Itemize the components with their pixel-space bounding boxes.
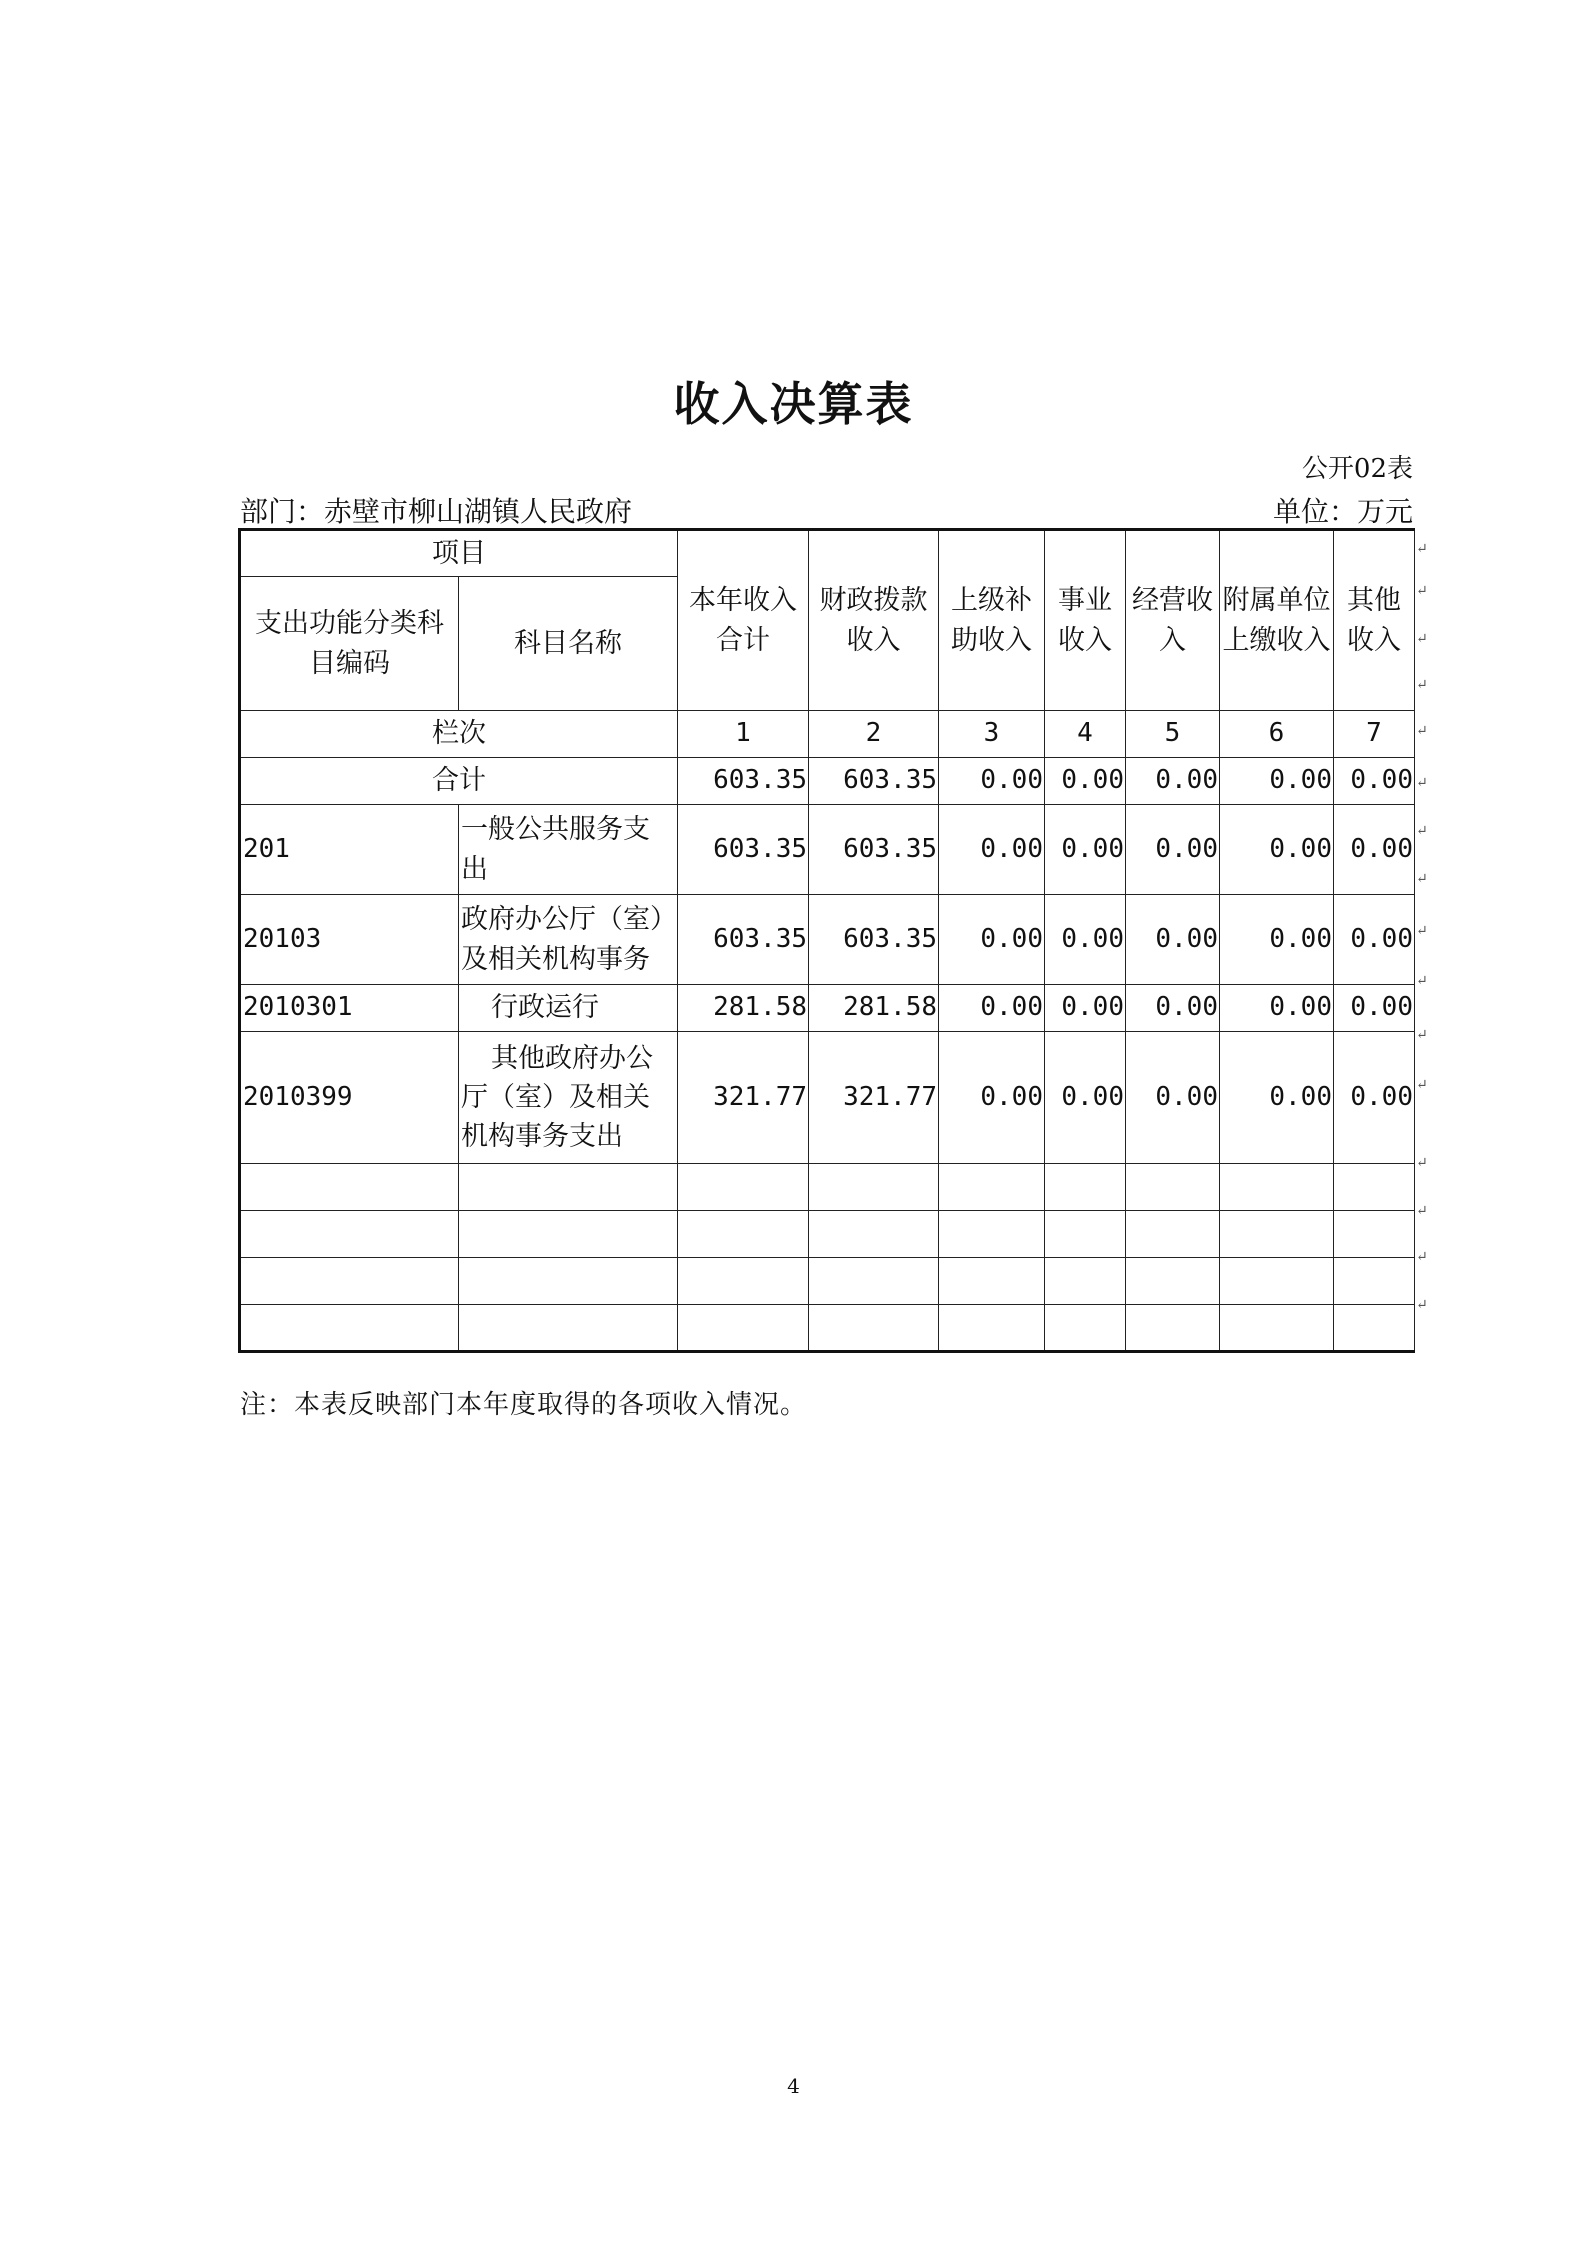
column-index-label: 栏次 bbox=[240, 711, 678, 758]
paragraph-mark-icon: ↵ bbox=[1416, 1155, 1428, 1171]
column-number: 3 bbox=[939, 711, 1045, 758]
table-row bbox=[240, 985, 1415, 1032]
empty-row bbox=[240, 1164, 1415, 1211]
row-cell: 0.00 bbox=[1126, 1032, 1220, 1164]
paragraph-mark-icon: ↵ bbox=[1416, 583, 1428, 599]
row-cell: 321.77 bbox=[809, 1032, 939, 1164]
column-number: 4 bbox=[1045, 711, 1126, 758]
column-number: 5 bbox=[1126, 711, 1220, 758]
total-cell: 0.00 bbox=[1220, 758, 1334, 805]
column-number: 6 bbox=[1220, 711, 1334, 758]
row-code: 2010301 bbox=[240, 985, 459, 1032]
total-cell: 603.35 bbox=[809, 758, 939, 805]
total-cell: 0.00 bbox=[939, 758, 1045, 805]
row-name: 政府办公厅（室）及相关机构事务 bbox=[459, 895, 678, 985]
department-label: 部门：赤壁市柳山湖镇人民政府 bbox=[240, 495, 633, 528]
column-number: 7 bbox=[1334, 711, 1415, 758]
paragraph-mark-icon: ↵ bbox=[1416, 1027, 1428, 1043]
header-operating: 经营收入 bbox=[1126, 530, 1220, 711]
row-cell: 0.00 bbox=[1126, 895, 1220, 985]
empty-row bbox=[240, 1211, 1415, 1258]
paragraph-mark-icon: ↵ bbox=[1416, 631, 1428, 647]
paragraph-mark-icon: ↵ bbox=[1416, 1249, 1428, 1265]
total-cell: 603.35 bbox=[678, 758, 809, 805]
row-cell: 0.00 bbox=[1126, 985, 1220, 1032]
row-cell: 0.00 bbox=[1334, 1032, 1415, 1164]
paragraph-mark-icon: ↵ bbox=[1416, 1077, 1428, 1093]
row-cell: 603.35 bbox=[809, 895, 939, 985]
table-row bbox=[240, 1032, 1415, 1164]
row-cell: 281.58 bbox=[678, 985, 809, 1032]
table-note: 注：本表反映部门本年度取得的各项收入情况。 bbox=[240, 1390, 808, 1420]
total-cell: 0.00 bbox=[1126, 758, 1220, 805]
row-cell: 0.00 bbox=[1220, 985, 1334, 1032]
header-project: 项目 bbox=[240, 530, 678, 577]
header-fiscal: 财政拨款收入 bbox=[809, 530, 939, 711]
row-cell: 0.00 bbox=[1334, 805, 1415, 895]
row-cell: 603.35 bbox=[678, 895, 809, 985]
table-row bbox=[240, 895, 1415, 985]
paragraph-mark-icon: ↵ bbox=[1416, 677, 1428, 693]
row-cell: 0.00 bbox=[1045, 805, 1126, 895]
header-superior: 上级补助收入 bbox=[939, 530, 1045, 711]
paragraph-mark-icon: ↵ bbox=[1416, 973, 1428, 989]
header-business: 事业收入 bbox=[1045, 530, 1126, 711]
row-code: 20103 bbox=[240, 895, 459, 985]
row-cell: 603.35 bbox=[678, 805, 809, 895]
row-name: 其他政府办公厅（室）及相关机构事务支出 bbox=[459, 1032, 678, 1164]
row-cell: 0.00 bbox=[1045, 895, 1126, 985]
row-cell: 0.00 bbox=[939, 985, 1045, 1032]
row-cell: 0.00 bbox=[1220, 1032, 1334, 1164]
paragraph-mark-icon: ↵ bbox=[1416, 723, 1428, 739]
row-cell: 321.77 bbox=[678, 1032, 809, 1164]
row-cell: 0.00 bbox=[939, 805, 1045, 895]
empty-row bbox=[240, 1258, 1415, 1305]
header-other: 其他收入 bbox=[1334, 530, 1415, 711]
page-title: 收入决算表 bbox=[673, 377, 914, 431]
total-label: 合计 bbox=[240, 758, 678, 805]
header-name: 科目名称 bbox=[459, 577, 678, 711]
paragraph-marks bbox=[1416, 528, 1428, 1348]
form-number: 公开02表 bbox=[1301, 454, 1413, 484]
table-row bbox=[240, 805, 1415, 895]
row-cell: 0.00 bbox=[1334, 985, 1415, 1032]
paragraph-mark-icon: ↵ bbox=[1416, 1297, 1428, 1313]
column-number: 2 bbox=[809, 711, 939, 758]
total-cell: 0.00 bbox=[1045, 758, 1126, 805]
header-affiliated: 附属单位上缴收入 bbox=[1220, 530, 1334, 711]
header-total: 本年收入合计 bbox=[678, 530, 809, 711]
row-cell: 0.00 bbox=[939, 1032, 1045, 1164]
row-name: 行政运行 bbox=[459, 985, 678, 1032]
header-code: 支出功能分类科目编码 bbox=[240, 577, 459, 711]
row-cell: 0.00 bbox=[939, 895, 1045, 985]
row-cell: 0.00 bbox=[1045, 1032, 1126, 1164]
row-name: 一般公共服务支出 bbox=[459, 805, 678, 895]
page-number: 4 bbox=[787, 2074, 800, 2098]
empty-row bbox=[240, 1305, 1415, 1352]
row-code: 201 bbox=[240, 805, 459, 895]
paragraph-mark-icon: ↵ bbox=[1416, 923, 1428, 939]
row-cell: 603.35 bbox=[809, 805, 939, 895]
row-cell: 0.00 bbox=[1045, 985, 1126, 1032]
column-number: 1 bbox=[678, 711, 809, 758]
paragraph-mark-icon: ↵ bbox=[1416, 871, 1428, 887]
total-cell: 0.00 bbox=[1334, 758, 1415, 805]
paragraph-mark-icon: ↵ bbox=[1416, 775, 1428, 791]
paragraph-mark-icon: ↵ bbox=[1416, 541, 1428, 557]
income-table bbox=[238, 528, 1415, 1353]
row-code: 2010399 bbox=[240, 1032, 459, 1164]
row-cell: 0.00 bbox=[1220, 895, 1334, 985]
total-row bbox=[240, 758, 1415, 805]
row-cell: 0.00 bbox=[1220, 805, 1334, 895]
row-cell: 281.58 bbox=[809, 985, 939, 1032]
unit-label: 单位：万元 bbox=[1272, 495, 1413, 528]
row-cell: 0.00 bbox=[1334, 895, 1415, 985]
row-cell: 0.00 bbox=[1126, 805, 1220, 895]
paragraph-mark-icon: ↵ bbox=[1416, 823, 1428, 839]
paragraph-mark-icon: ↵ bbox=[1416, 1203, 1428, 1219]
